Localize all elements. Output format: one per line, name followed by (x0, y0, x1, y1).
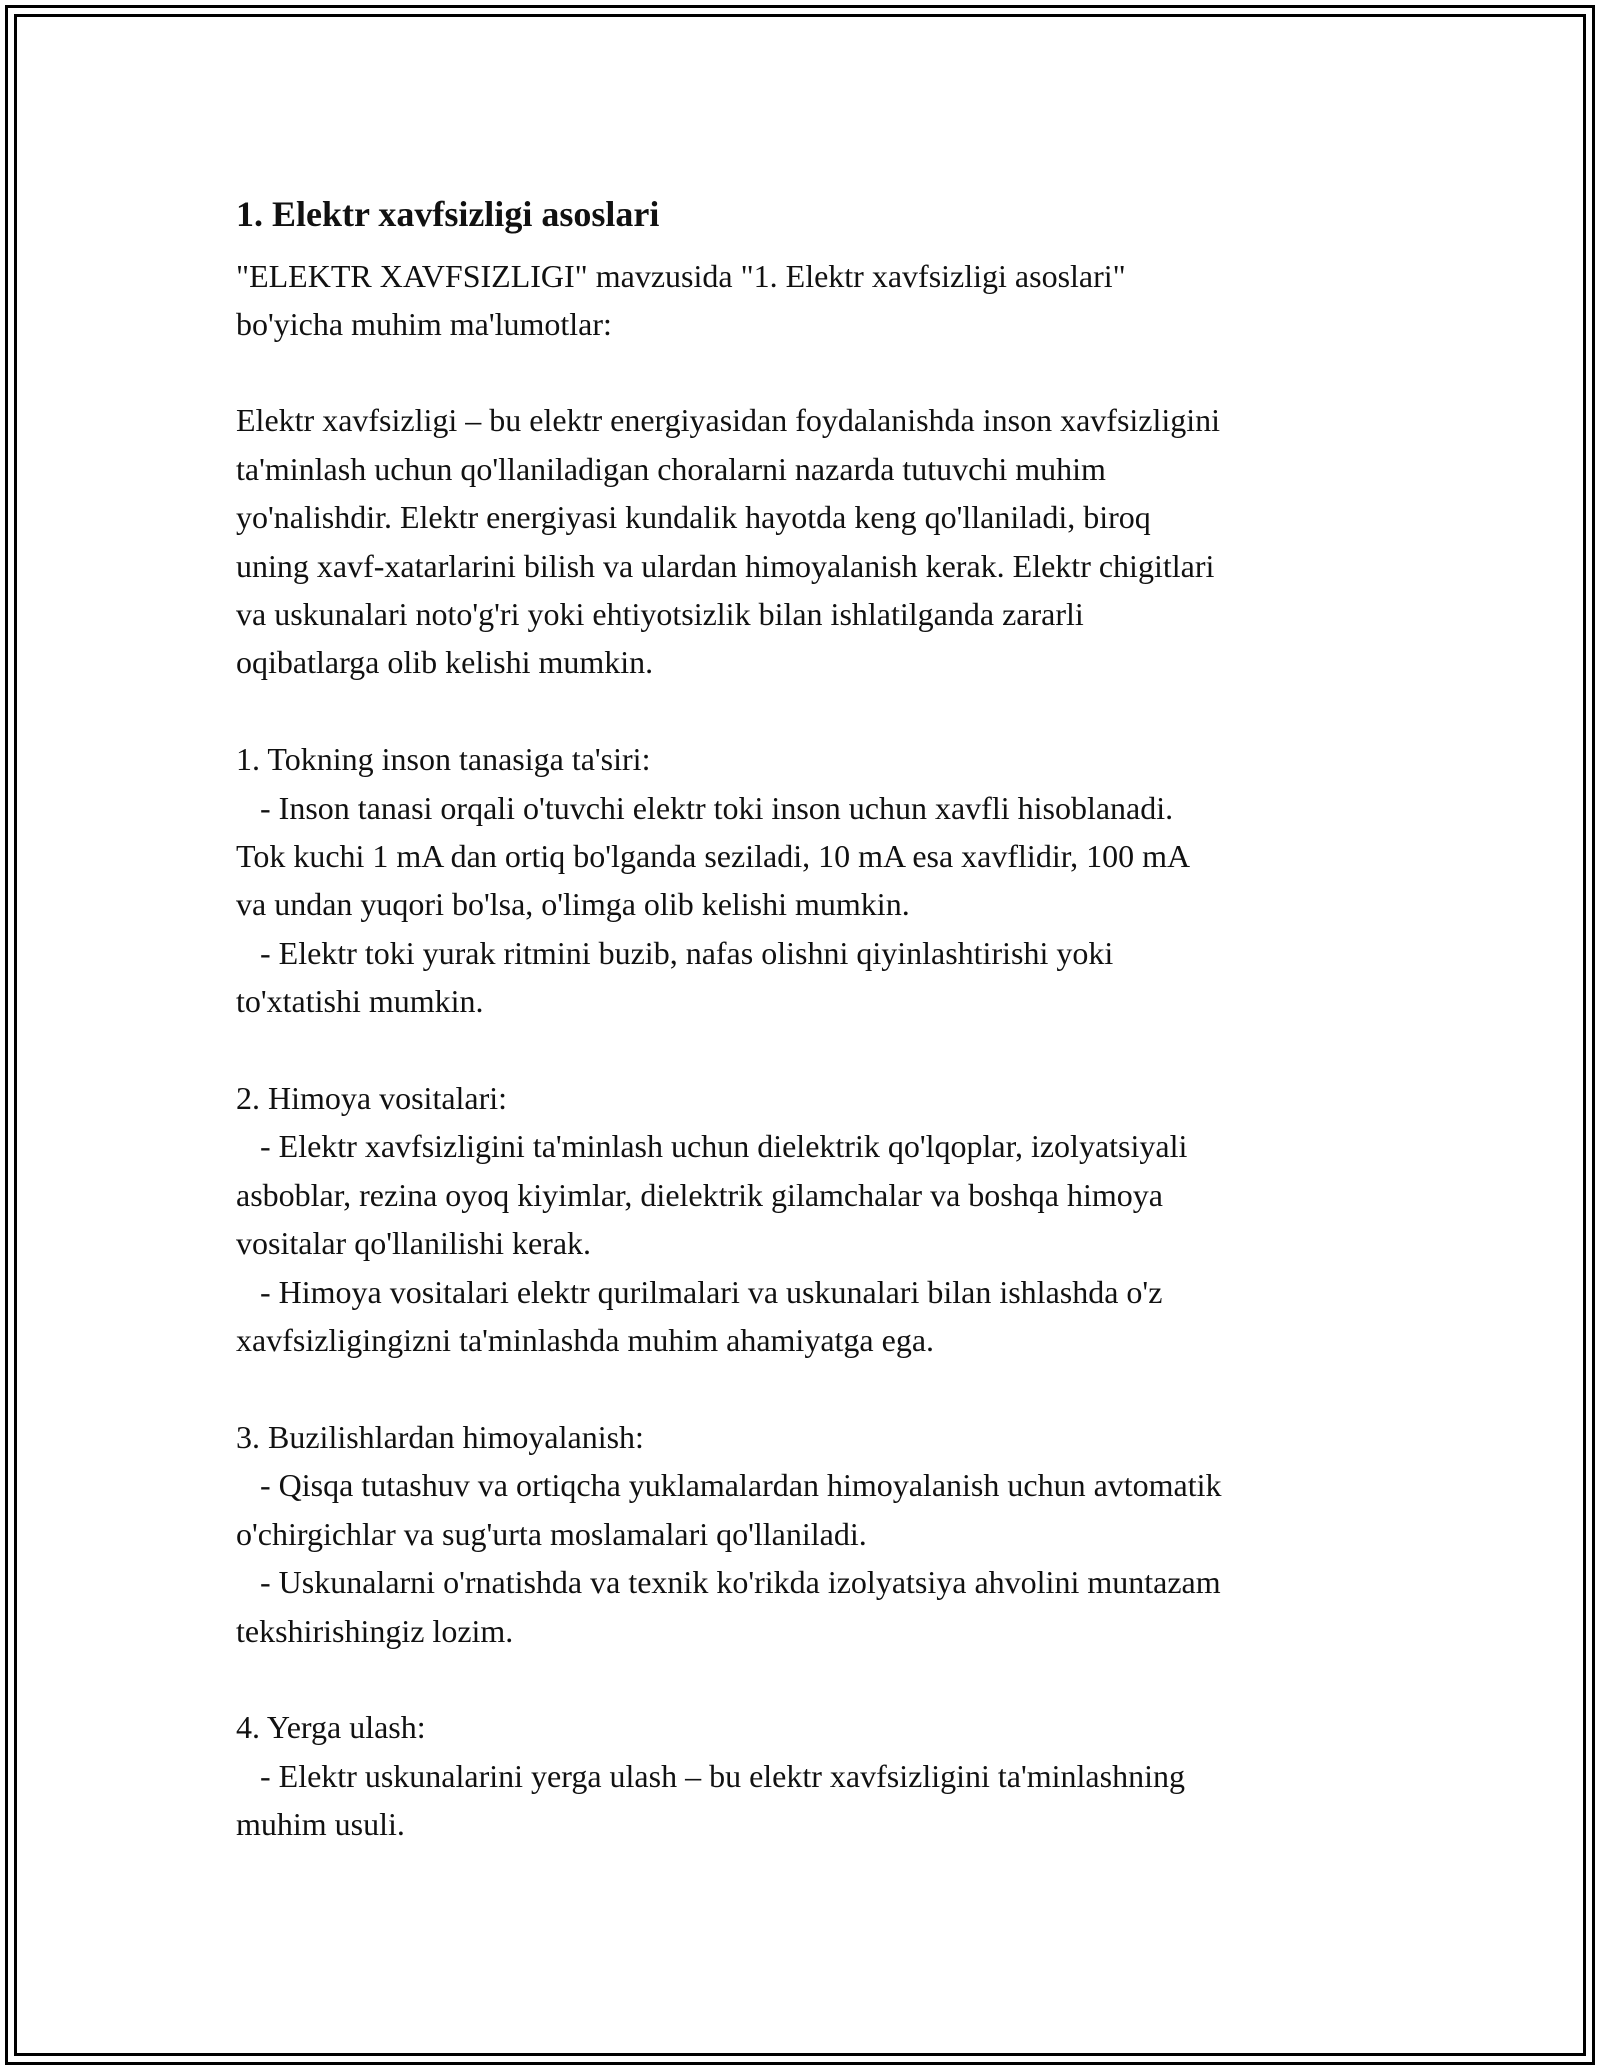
overview-paragraph: Elektr xavfsizligi – bu elektr energiyasidan foydalanishda inson xavfsizligini ta'minlash uchun qo'llaniladigan choralarni nazarda tutuvchi muhim yo'nalishdir. Elektr energiyasi kundalik hayotda keng qo'llaniladi, biroq uning xavf-xatarlarini bilish va ulardan himoyalanish kerak. Elektr chigitlari va uskunalari noto'g'ri yoki ehtiyotsizlik bilan ishlatilganda zararli oqibatlarga olib kelishi mumkin. (236, 402, 1221, 681)
section-grounding (236, 1703, 1396, 1848)
document-body (236, 188, 1396, 1849)
section-current-effect (236, 735, 1396, 1025)
section-point: - Elektr uskunalarini yerga ulash – bu elektr xavfsizligini ta'minlashning muhim usuli. (236, 1757, 1185, 1843)
intro-paragraph: "ELEKTR XAVFSIZLIGI" mavzusida "1. Elektr xavfsizligi asoslari" bo'yicha muhim ma'lumotlar: (236, 258, 1126, 342)
section-point: - Elektr xavfsizligini ta'minlash uchun dielektrik qo'lqoplar, izolyatsiyali asboblar, rezina oyoq kiyimlar, dielektrik gilamchalar va boshqa himoya vositalar qo'llanilishi kerak. (236, 1128, 1188, 1262)
section-point: - Himoya vositalari elektr qurilmalari va uskunalari bilan ishlashda o'z xavfsizligingizni ta'minlashda muhim ahamiyatga ega. (236, 1273, 1163, 1359)
paragraph-gap (236, 348, 1396, 396)
section-point: - Elektr toki yurak ritmini buzib, nafas olishni qiyinlashtirishi yoki to'xtatishi mumkin. (236, 934, 1114, 1020)
paragraph-gap (236, 1655, 1396, 1703)
paragraph-gap (236, 1364, 1396, 1412)
section-heading: 4. Yerga ulash: (236, 1709, 426, 1746)
paragraph-gap (236, 1026, 1396, 1074)
document-title: 1. Elektr xavfsizligi asoslari (236, 194, 660, 234)
section-heading: 1. Tokning inson tanasiga ta'siri: (236, 741, 651, 778)
section-heading: 3. Buzilishlardan himoyalanish: (236, 1418, 644, 1455)
section-point: - Uskunalarni o'rnatishda va texnik ko'rikda izolyatsiya ahvolini muntazam tekshirishingiz lozim. (236, 1564, 1221, 1649)
paragraph-gap (236, 687, 1396, 735)
section-point: - Inson tanasi orqali o'tuvchi elektr toki inson uchun xavfli hisoblanadi. Tok kuchi 1 mA dan ortiq bo'lganda seziladi, 10 mA esa xavflidir, 100 mA va undan yuqori bo'lsa, o'limga olib kelishi mumkin. (236, 789, 1191, 923)
section-fault-protection (236, 1413, 1396, 1655)
section-heading: 2. Himoya vositalari: (236, 1080, 508, 1117)
section-point: - Qisqa tutashuv va ortiqcha yuklamalardan himoyalanish uchun avtomatik o'chirgichlar va sug'urta moslamalari qo'llaniladi. (236, 1467, 1222, 1552)
section-protective-equipment (236, 1074, 1396, 1364)
